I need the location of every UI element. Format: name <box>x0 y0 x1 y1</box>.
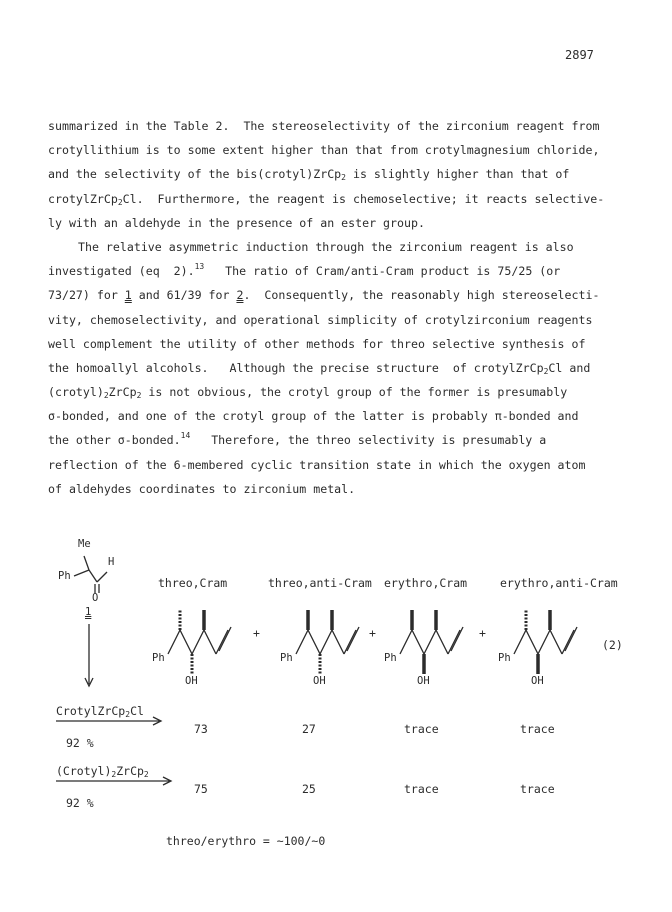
page-number: 2897 <box>565 48 594 62</box>
text-span: the homoallyl alcohols. Although the precise structure of crotylZrCp <box>48 360 544 375</box>
methyl-label: Me <box>78 538 91 550</box>
reference-superscript: 14 <box>180 431 191 441</box>
text-span: ZrCp <box>108 385 137 400</box>
product-ratio: 25 <box>302 782 316 796</box>
text-line <box>48 187 640 211</box>
oxygen-label: O <box>92 592 99 604</box>
subscript: 2 <box>103 391 109 401</box>
text-span: ZrCp <box>116 764 144 778</box>
plus-sign: + <box>253 626 260 640</box>
text-line: ly with an aldehyde in the presence of an ester group. <box>48 215 425 230</box>
compound-ref: 1 <box>85 606 92 618</box>
text-line: crotyllithium is to some extent higher than that from crotylmagnesium chloride, <box>48 143 600 158</box>
text-span: Cl <box>130 704 144 718</box>
text-span: 73/27) for <box>48 288 125 303</box>
aldehyde-bond <box>97 572 107 582</box>
yield-label: 92 % <box>66 796 94 810</box>
product-erythro-cram <box>400 610 463 674</box>
product-ratio: trace <box>404 782 439 796</box>
phenyl-label: Ph <box>280 652 293 664</box>
product-erythro-anti-cram <box>514 610 577 674</box>
text-span: is slightly higher than that of <box>346 167 570 182</box>
subscript: 2 <box>136 391 142 401</box>
compound-ref: 2 <box>236 288 244 303</box>
text-line: The relative asymmetric induction through the zirconium reagent is also <box>78 239 574 254</box>
hydroxyl-label: OH <box>531 675 544 687</box>
product-ratio: 27 <box>302 722 316 736</box>
subscript: 2 <box>143 770 149 779</box>
subscript: 2 <box>117 197 123 207</box>
compound-ref: 1 <box>124 288 132 303</box>
product-ratio: trace <box>404 722 439 736</box>
aldehyde-bond <box>89 570 97 582</box>
phenyl-label: Ph <box>58 570 71 582</box>
text-line <box>48 259 640 283</box>
text-span: investigated (eq 2). <box>48 264 195 279</box>
aldehyde-bond <box>74 570 89 576</box>
text-span: (crotyl) <box>48 385 104 400</box>
text-span: The ratio of Cram/anti-Cram product is 75/25 (or <box>204 264 561 279</box>
text-line <box>48 162 640 186</box>
plus-sign: + <box>369 626 376 640</box>
product-ratio: trace <box>520 782 555 796</box>
hydrogen-label: H <box>108 556 115 568</box>
text-span: is not obvious, the crotyl group of the former is presumably <box>141 385 568 400</box>
reagent-label <box>56 704 144 718</box>
text-line <box>48 356 640 380</box>
text-span: CrotylZrCp <box>56 704 126 718</box>
reaction-scheme <box>0 530 672 912</box>
text-line <box>48 283 640 307</box>
product-ratio: 73 <box>194 722 208 736</box>
product-threo-cram <box>168 610 231 674</box>
reagent-label <box>56 764 149 778</box>
phenyl-label: Ph <box>384 652 397 664</box>
equation-number: (2) <box>602 638 623 652</box>
phenyl-label: Ph <box>152 652 165 664</box>
aldehyde-bond <box>84 556 89 570</box>
hydroxyl-label: OH <box>313 675 326 687</box>
hydroxyl-label: OH <box>417 675 430 687</box>
yield-label: 92 % <box>66 736 94 750</box>
text-span: and 61/39 for <box>131 288 237 303</box>
text-line: reflection of the 6-membered cyclic transition state in which the oxygen atom <box>48 457 586 472</box>
product-header: threo,Cram <box>158 576 228 590</box>
reference-superscript: 13 <box>194 262 205 272</box>
text-span: Therefore, the threo selectivity is presumably a <box>190 433 547 448</box>
product-header: erythro,Cram <box>384 576 468 590</box>
phenyl-label: Ph <box>498 652 511 664</box>
product-header: erythro,anti-Cram <box>500 576 618 590</box>
text-line: of aldehydes coordinates to zirconium metal. <box>48 481 356 496</box>
subscript: 2 <box>341 173 346 183</box>
text-line <box>48 380 640 404</box>
subscript: 2 <box>543 366 549 376</box>
text-span: (Crotyl) <box>56 764 112 778</box>
text-line: well complement the utility of other methods for threo selective synthesis of <box>48 336 586 351</box>
text-span: Cl. Furthermore, the reagent is chemoselective; it reacts selective- <box>122 191 605 206</box>
text-line <box>48 428 640 452</box>
subscript: 2 <box>111 770 117 779</box>
text-line: σ-bonded, and one of the crotyl group of the latter is probably π-bonded and <box>48 409 579 424</box>
text-span: Cl and <box>548 360 591 375</box>
product-ratio: trace <box>520 722 555 736</box>
product-threo-anti-cram <box>296 610 359 674</box>
product-ratio: 75 <box>194 782 208 796</box>
text-span: crotylZrCp <box>48 191 118 206</box>
compound-number <box>85 606 91 618</box>
text-line: vity, chemoselectivity, and operational simplicity of crotylzirconium reagents <box>48 312 593 327</box>
product-header: threo,anti-Cram <box>268 576 372 590</box>
subscript: 2 <box>125 710 131 719</box>
body-text <box>48 114 640 501</box>
text-span: and the selectivity of the bis(crotyl)ZrCp <box>48 167 342 182</box>
plus-sign: + <box>479 626 486 640</box>
hydroxyl-label: OH <box>185 675 198 687</box>
text-line: summarized in the Table 2. The stereoselectivity of the zirconium reagent from <box>48 119 600 133</box>
text-span: . Consequently, the reasonably high stereoselecti- <box>243 288 600 303</box>
text-span: the other σ-bonded. <box>48 433 181 448</box>
diastereomer-ratio: threo/erythro = ~100/~0 <box>166 834 326 848</box>
